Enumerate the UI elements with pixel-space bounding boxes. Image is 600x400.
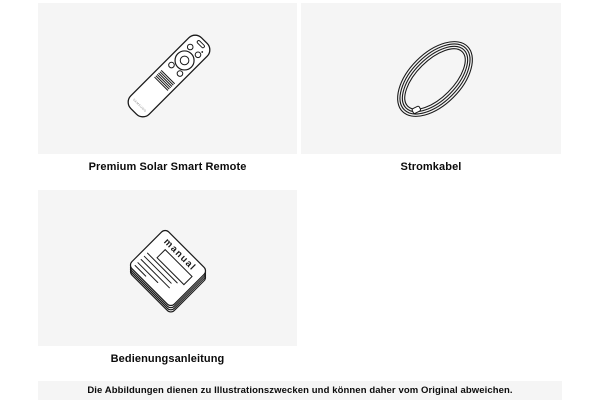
accessory-label-remote: Premium Solar Smart Remote xyxy=(88,161,247,173)
disclaimer-text: Die Abbildungen dienen zu Illustrationszwecken und können daher vom Original abweichen. xyxy=(87,385,513,396)
accessory-image-panel-cable xyxy=(301,3,561,154)
accessory-tile-manual xyxy=(38,190,297,365)
accessory-tile-remote xyxy=(38,3,297,173)
manual-cover-text: manual xyxy=(161,236,199,274)
cable-loop xyxy=(395,39,476,120)
accessory-label-manual: Bedienungsanleitung xyxy=(110,353,225,365)
accessory-image-panel-manual xyxy=(38,190,297,346)
accessory-tile-power-cable xyxy=(301,3,561,173)
cable-loop xyxy=(388,32,483,127)
cable-plug xyxy=(412,106,421,114)
remote-brand-text: SAMSUNG xyxy=(131,97,148,114)
cable-loop xyxy=(384,28,486,130)
user-manual-illustration xyxy=(38,190,297,346)
disclaimer-bar xyxy=(38,381,562,400)
coiled-power-cable-illustration xyxy=(301,3,561,154)
remote-body xyxy=(124,31,213,120)
accessory-image-panel-remote xyxy=(38,3,297,154)
accessory-label-power-cable: Stromkabel xyxy=(400,161,462,173)
remote-control-illustration xyxy=(38,3,297,154)
